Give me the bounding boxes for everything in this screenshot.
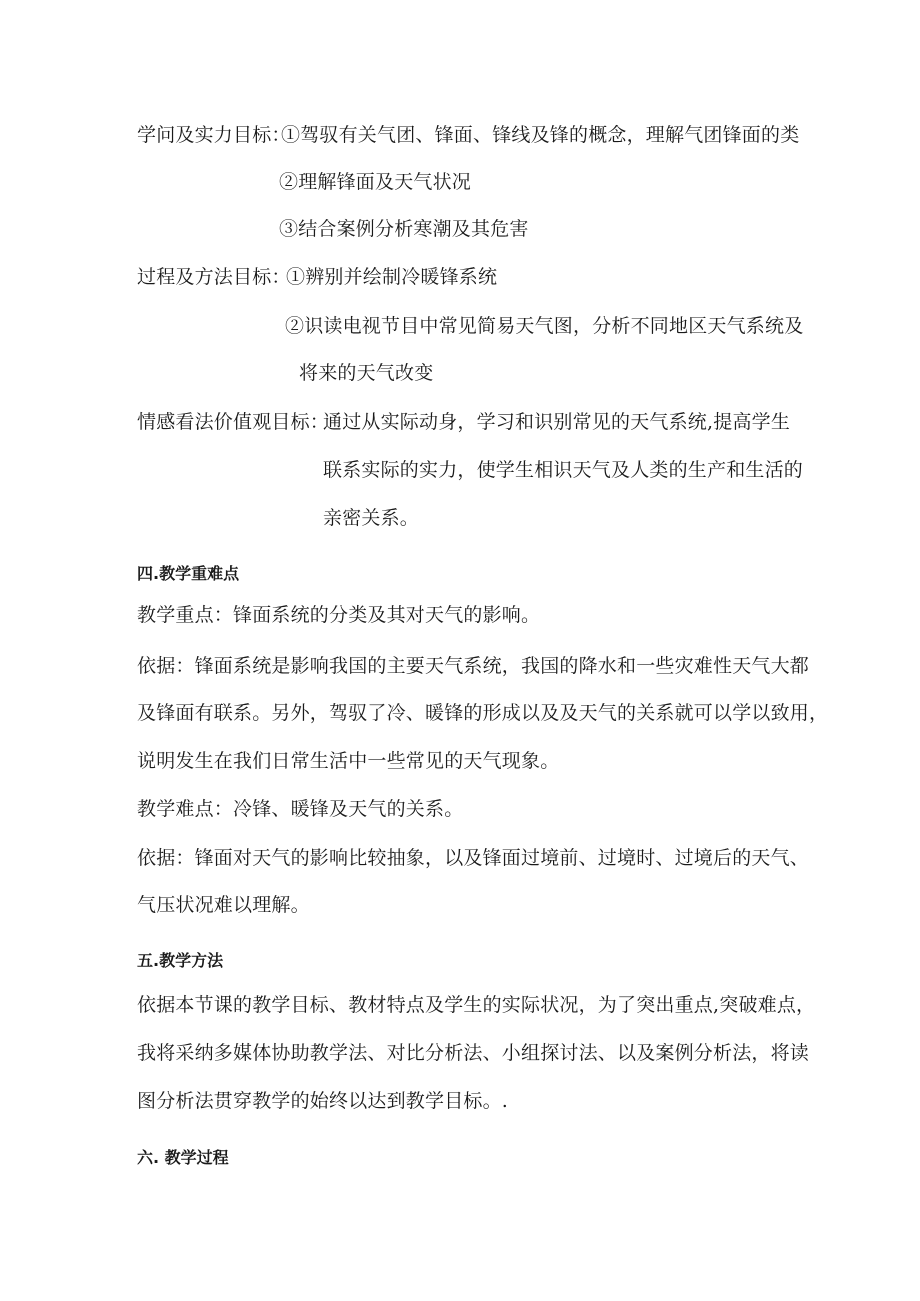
process-goal-label: 过程及方法目标：	[137, 266, 291, 288]
process-goal-item-2: ②识读电视节目中常见简易天气图，分析不同地区天气系统及	[285, 315, 804, 337]
difficult-point-text: 教学难点：冷锋、暖锋及天气的关系。	[137, 798, 464, 820]
emotion-goal-text-3: 亲密关系。	[323, 507, 420, 529]
difficult-point-basis-2: 气压状况难以理解。	[137, 894, 310, 916]
emotion-goal-label: 情感看法价值观目标：	[137, 411, 330, 433]
difficult-point-basis-1: 依据：锋面对天气的影响比较抽象，以及锋面过境前、过境时、过境后的天气、	[137, 847, 810, 869]
knowledge-goal-item-2: ②理解锋面及天气状况	[279, 171, 472, 193]
emotion-goal-text: 通过从实际动身，学习和识别常见的天气系统,提高学生	[323, 411, 791, 433]
key-point-basis-3: 说明发生在我们日常生活中一些常见的天气现象。	[137, 750, 560, 772]
methods-text-1: 依据本节课的教学目标、教材特点及学生的实际状况，为了突出重点,突破难点，	[137, 994, 816, 1016]
key-point-basis-1: 依据：锋面系统是影响我国的主要天气系统，我国的降水和一些灾难性天气大都	[137, 655, 810, 677]
methods-text-2: 我将采纳多媒体协助教学法、对比分析法、小组探讨法、以及案例分析法，将读	[137, 1042, 810, 1064]
process-goal-item-2-cont: 将来的天气改变	[299, 362, 434, 384]
key-point-basis-2: 及锋面有联系。另外，驾驭了冷、暖锋的形成以及及天气的关系就可以学以致用，	[137, 702, 829, 724]
knowledge-goal-item-1: ①驾驭有关气团、锋面、锋线及锋的概念，理解气团锋面的类	[281, 124, 800, 146]
section-heading-key-points: 四.教学重难点	[137, 564, 240, 583]
key-point-text: 教学重点：锋面系统的分类及其对天气的影响。	[137, 604, 541, 626]
emotion-goal-text-2: 联系实际的实力，使学生相识天气及人类的生产和生活的	[323, 459, 804, 481]
knowledge-goal-label: 学问及实力目标：	[137, 124, 291, 146]
section-heading-methods: 五.教学方法	[137, 951, 224, 970]
knowledge-goal-item-3: ③结合案例分析寒潮及其危害	[279, 218, 529, 240]
section-heading-process: 六. 教学过程	[137, 1148, 229, 1167]
process-goal-item-1: ①辨别并绘制冷暖锋系统	[286, 266, 498, 288]
methods-text-3: 图分析法贯穿教学的始终以达到教学目标。.	[137, 1090, 509, 1112]
